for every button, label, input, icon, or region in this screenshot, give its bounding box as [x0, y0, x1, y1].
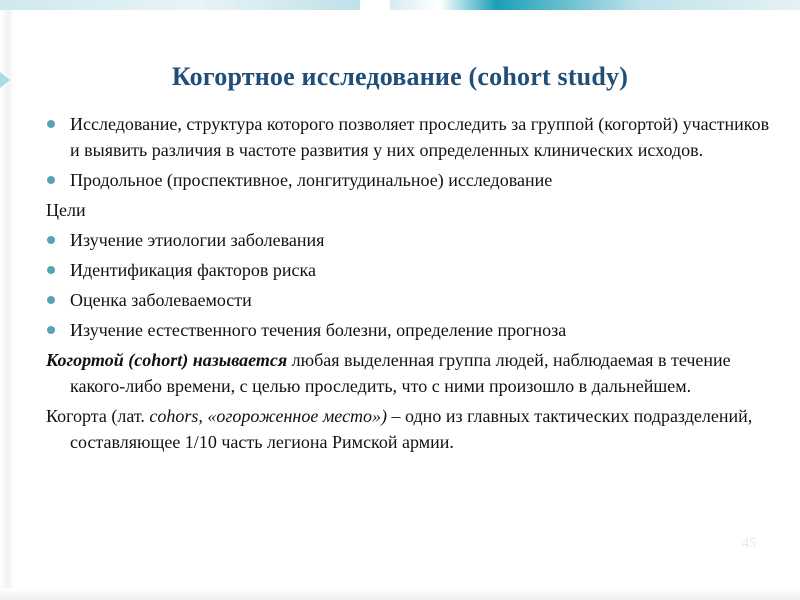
bullet-dot-icon	[47, 236, 55, 244]
bullet-text: Продольное (проспективное, лонгитудинальное) исследование	[70, 170, 553, 190]
etymology-prefix: Когорта (лат.	[46, 406, 150, 426]
bullet-dot-icon	[47, 120, 55, 128]
slide-title: Когортное исследование (cohort study)	[171, 62, 629, 91]
definition-paragraph	[46, 347, 776, 399]
goal-item	[46, 287, 776, 313]
bullet-dot-icon	[47, 296, 55, 304]
top-decorative-bar	[0, 0, 800, 10]
etymology-text: – одно из главных тактических подразделений, составляющее 1/10 часть легиона Римской армии.	[70, 406, 753, 452]
top-bar-gap	[360, 0, 390, 10]
slide-frame-bottom	[0, 588, 800, 600]
goal-text: Изучение естественного течения болезни, определение прогноза	[70, 320, 567, 340]
goal-text: Оценка заболеваемости	[70, 290, 252, 310]
goal-item	[46, 317, 776, 343]
page-number: 45	[742, 536, 756, 551]
definition-term: Когортой (cohort) называется	[46, 350, 288, 370]
goal-item	[46, 227, 776, 253]
slide-body	[46, 111, 776, 459]
definition-text: любая выделенная группа людей, наблюдаемая в течение какого-либо времени, с целью проследить, что с ними произошло в дальнейшем.	[70, 350, 731, 396]
goals-heading: Цели	[46, 200, 86, 220]
etymology-latin: cohors, «огороженное место»)	[149, 406, 388, 426]
bullet-dot-icon	[47, 176, 55, 184]
bullet-text: Исследование, структура которого позволяет проследить за группой (когортой) участников и выявить различия в частоте развития у них определенных клинических исходов.	[70, 114, 770, 160]
etymology-paragraph	[46, 403, 776, 455]
bullet-dot-icon	[47, 266, 55, 274]
goal-text: Идентификация факторов риска	[70, 260, 316, 280]
bullet-dot-icon	[47, 326, 55, 334]
bullet-item	[46, 111, 776, 163]
goal-item	[46, 257, 776, 283]
goal-text: Изучение этиологии заболевания	[70, 230, 325, 250]
bullet-item	[46, 167, 776, 193]
